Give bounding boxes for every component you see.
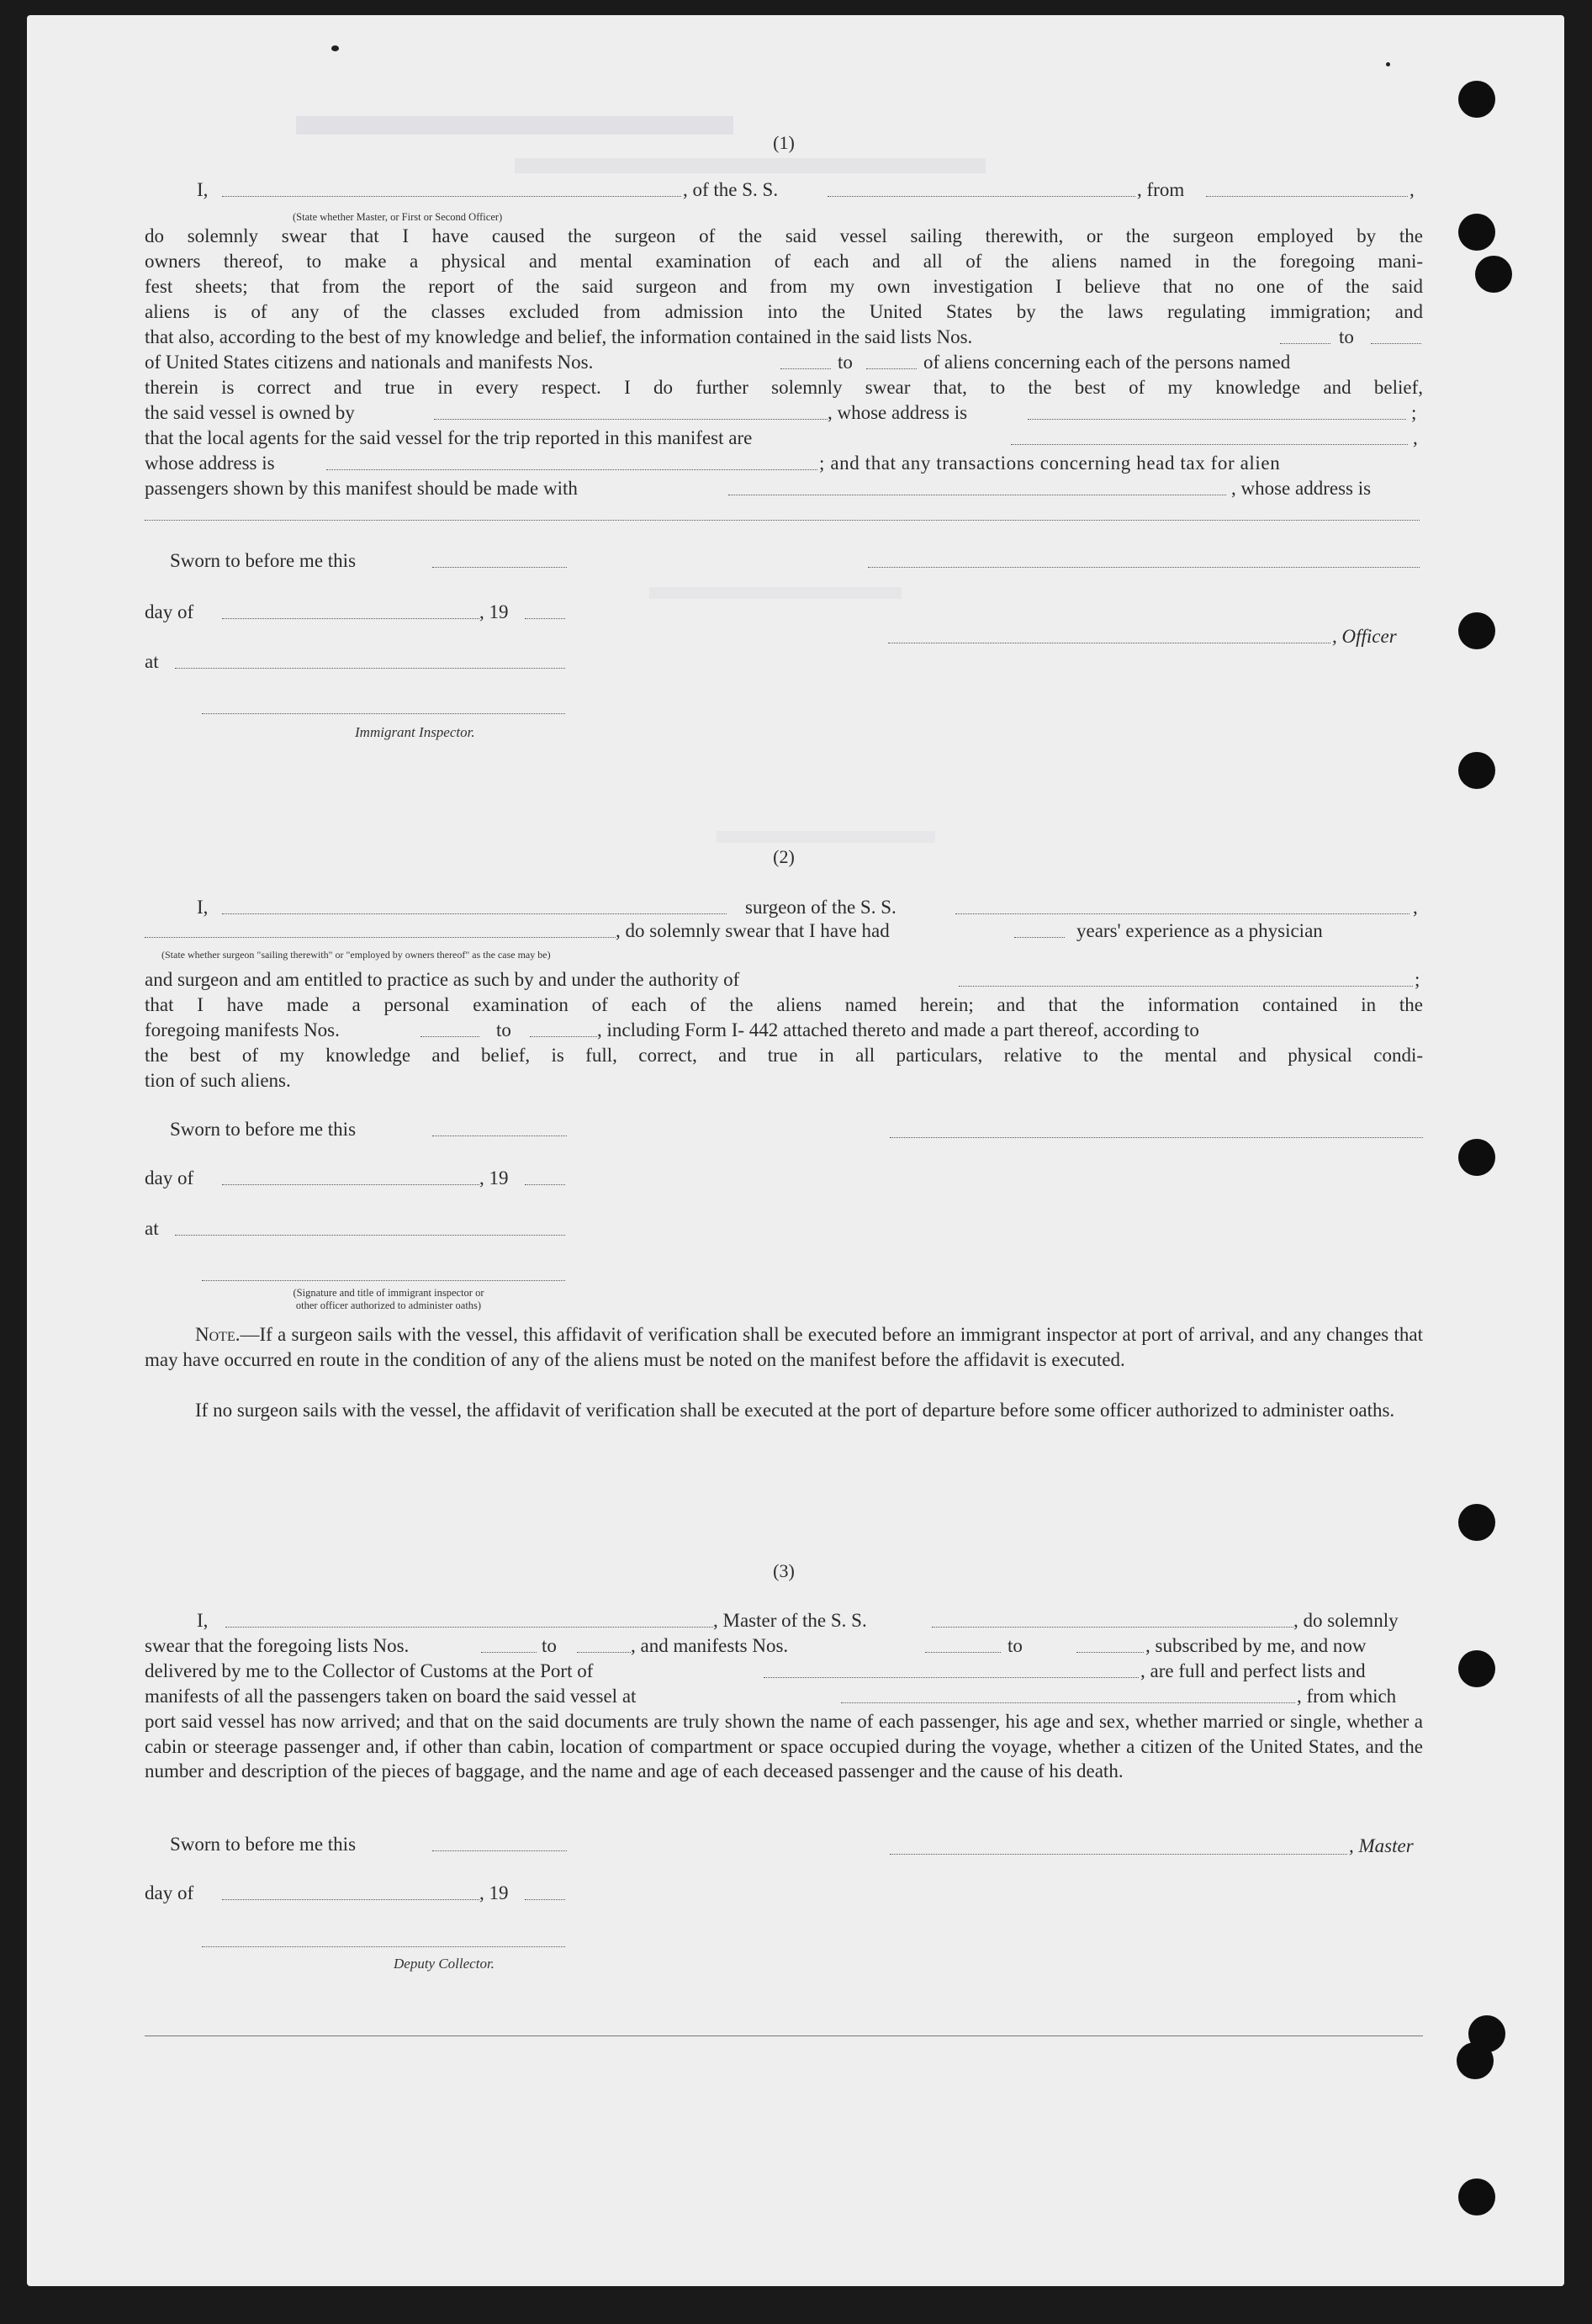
section-1-text-line: fest sheets; that from the report of the said surgeon and from my own investigation I believe that no one of the said (145, 276, 1423, 297)
headtax-field[interactable] (728, 479, 1226, 495)
citizens-from-field[interactable] (780, 353, 831, 369)
note-label: Note. (195, 1324, 241, 1345)
punch-hole (1457, 2042, 1494, 2079)
master-day-of-field[interactable] (222, 1884, 479, 1900)
section-3-port-line: delivered by me to the Collector of Customs at the Port of , are full and perfect lists and (145, 1660, 1366, 1681)
punch-hole (1458, 1139, 1495, 1176)
master-label: , Master (1349, 1835, 1414, 1856)
punch-hole (1475, 256, 1512, 293)
section-3-lists-line: swear that the foregoing lists Nos. to , and manifests Nos. to , subscribed by me, and now (145, 1635, 1367, 1656)
section-2-authority-line: and surgeon and am entitled to practice as such by and under the authority of ; (145, 969, 1420, 990)
section-1-text-line: therein is correct and true in every respect. I do further solemnly swear that, to the best of my knowledge and belief, (145, 377, 1423, 398)
speck (331, 45, 339, 51)
year-field[interactable] (525, 603, 565, 619)
master-sworn-day-field[interactable] (432, 1835, 567, 1851)
inspector-signature-field[interactable] (202, 713, 565, 714)
collector-caption: Deputy Collector. (394, 1956, 495, 1972)
punch-hole (1458, 1650, 1495, 1687)
manifests-from-field[interactable] (420, 1021, 479, 1037)
officer-name-field[interactable] (222, 181, 681, 197)
section-3-manifests-from-field[interactable] (925, 1637, 1001, 1653)
section-1-owner-line: the said vessel is owned by , whose address is ; (145, 402, 1417, 423)
section-1-number: (1) (773, 132, 795, 153)
surgeon-signature-field[interactable] (890, 1137, 1423, 1138)
punch-hole (1458, 2178, 1495, 2215)
section-3-day-of: day of , 19 (145, 1881, 1423, 1906)
lists-to-field[interactable] (1371, 328, 1421, 344)
section-2-at: at (145, 1216, 1423, 1241)
years-experience-field[interactable] (1014, 922, 1065, 938)
day-of-month-field[interactable] (222, 603, 479, 619)
surgeon-name-field[interactable] (222, 898, 727, 914)
manifests-to-field[interactable] (530, 1021, 597, 1037)
surgeon-caption: (State whether surgeon "sailing therewith" or "employed by owners thereof" as the case may be) (161, 949, 551, 961)
lists-from-field[interactable] (1280, 328, 1330, 344)
section-3-number: (3) (773, 1560, 795, 1581)
punch-hole (1458, 612, 1495, 649)
section-2-text-line: the best of my knowledge and belief, is full, correct, and true in all particulars, relative to the mental and physical condi- (145, 1045, 1423, 1066)
owner-field[interactable] (434, 404, 828, 420)
master-year-field[interactable] (525, 1884, 565, 1900)
section-1-agents-line: that the local agents for the said vessel for the trip reported in this manifest are , (145, 427, 1418, 448)
surgeon-status-field[interactable] (145, 922, 616, 938)
officer-caption: (State whether Master, or First or Second Officer) (293, 211, 503, 223)
section-3-text: port said vessel has now arrived; and that on the said documents are truly shown the name of each passenger, his age and sex, whether married or single, whether a cabin or steerage passenger and, if other than cabin, location of compartment or space occupied during the voyage, whether a citizen of the United States, and the number and description of the pieces of baggage, and the name and age of each deceased passenger and the cause of his death. (145, 1711, 1423, 1781)
boarding-port-field[interactable] (841, 1687, 1295, 1703)
section-2-manifests-line: foregoing manifests Nos. to , including Form I- 442 attached thereto and made a part thereof, according to (145, 1019, 1199, 1040)
from-port-field[interactable] (1206, 181, 1408, 197)
section-3-lists-from-field[interactable] (481, 1637, 537, 1653)
no-surgeon-note: If no surgeon sails with the vessel, the affidavit of verification shall be executed at the port of departure before some officer authorized to administer oaths. (195, 1400, 1395, 1421)
bottom-rule (145, 2035, 1423, 2036)
section-1-lists-line: that also, according to the best of my knowledge and belief, the information contained in the said lists Nos. to (145, 325, 1423, 350)
punch-hole (1458, 81, 1495, 118)
speck (1386, 62, 1390, 66)
vessel-name-field[interactable] (828, 181, 1135, 197)
officer-label: , Officer (1332, 626, 1397, 647)
section-1-address-line: whose address is ; and that any transactions concerning head tax for alien (145, 453, 1281, 474)
inspector-oath-signature-field[interactable] (202, 1280, 565, 1281)
punch-hole (1458, 214, 1495, 251)
authority-field[interactable] (959, 971, 1413, 987)
section-2-text-line: tion of such aliens. (145, 1070, 291, 1091)
section-2-number: (2) (773, 846, 795, 867)
section-3-boarding-line: manifests of all the passengers taken on board the said vessel at , from which (145, 1686, 1397, 1707)
punch-hole (1458, 1504, 1495, 1541)
headtax-address-field[interactable] (145, 520, 1420, 521)
master-vessel-field[interactable] (932, 1612, 1293, 1628)
section-1-text-line: owners thereof, to make a physical and mental examination of each and all of the aliens named in the foregoing mani- (145, 251, 1423, 272)
master-name-field[interactable] (225, 1612, 713, 1628)
collector-signature-field[interactable] (202, 1946, 565, 1947)
section-1-at: at (145, 649, 1423, 675)
agents-address-field[interactable] (326, 454, 817, 470)
surgeon-day-of-field[interactable] (222, 1169, 479, 1185)
master-signature-field[interactable] (890, 1854, 1347, 1855)
surgeon-note (145, 1322, 1423, 1372)
section-1-day-of: day of , 19 (145, 600, 1423, 625)
surgeon-at-place-field[interactable] (175, 1220, 565, 1236)
officer-signature-field[interactable] (868, 567, 1420, 568)
surgeon-year-field[interactable] (525, 1169, 565, 1185)
section-3-lists-to-field[interactable] (577, 1637, 631, 1653)
section-1-text-line: aliens is of any of the classes excluded from admission into the United States by the laws regulating immigration; and (145, 301, 1423, 322)
section-1-citizens-line: of United States citizens and nationals and manifests Nos. to of aliens concerning each of the persons named (145, 352, 1291, 373)
owner-address-field[interactable] (1028, 404, 1406, 420)
punch-hole (1458, 752, 1495, 789)
surgeon-vessel-field[interactable] (955, 898, 1410, 914)
surgeon-sworn-day-field[interactable] (432, 1120, 567, 1136)
signature-caption: (Signature and title of immigrant inspector or other officer authorized to administer oaths) (293, 1287, 484, 1311)
citizens-to-field[interactable] (866, 353, 917, 369)
section-2-text-line: that I have made a personal examination of each of the aliens named herein; and that the information contained in the (145, 994, 1423, 1015)
note-text: —If a surgeon sails with the vessel, this affidavit of verification shall be executed before an immigrant inspector at port of arrival, and any changes that may have occurred en route in the condition of any of the aliens must be noted on the manifest before the affidavit is executed. (145, 1324, 1423, 1370)
sworn-day-field[interactable] (432, 552, 567, 568)
agents-field[interactable] (1011, 429, 1408, 445)
section-2-day-of: day of , 19 (145, 1166, 1423, 1191)
form-page: (1) I, , of the S. S. , from , (State whether Master, or First or Second Officer) do solemnly swear that I have caused the surgeon of the said vessel sailing therewith, or the surgeon employed by the owners thereof, to make a physical and mental examination of each and all of the aliens named in the foregoing mani- fest sheets; that from the report of the said surgeon and from my own investigation I believe that no one of the said aliens is of any of the classes excluded from admission into the United States by the laws regulating immigration; and that also, according to the best of my knowledge and belief, the information contained in the said lists Nos. to of United States citizens and nationals and manifests Nos. to of aliens concerning each of the persons named therein is correct and true in every respect. I do further solemnly swear that, to the best of my knowledge and belief, the said vessel is owned by , whose address is ; that the local agents for the said vessel for the trip reported in this manifest are , whose address is ; and that any transactions concerning head tax for alien passengers shown by this manifest should be made with , whose address is Sworn to before me this day of , 19 , Officer at Immigrant Inspector. (2) I, surgeon of the S. S. , , do solemnly swear that I have had years' experience as a physician (State whether surgeon "sailing therewith" or "employed by owners thereof" as the case may be) and surgeon and am entitled to practice as such by and under the authority of ; that I have made a personal examination of each of the aliens named herein; and that the information contained in the foregoing manifests Nos. to , including Form I- 442 attached thereto and made a part thereof, according to the best of my knowledge and belief, is full, correct, and true in all particulars, relative to the mental and physical condi- tion of such aliens. Sworn to before me this day of , 19 at (Signature and title of immigrant inspector or other officer authorized to administer oaths) Note.—If a surgeon sails with the vessel, this affidavit of verification shall be executed before an immigrant inspector at port of arrival, and any changes that may have occurred en route in the condition of any of the aliens must be noted on the manifest before the affidavit is executed. If no surgeon sails with the vessel, the affidavit of verification shall be executed at the port of departure before some officer authorized to administer oaths. (3) I, , Master of the S. S. , do solemnly swear that the foregoing lists Nos. to , and manifests Nos. to , subscribed by me, and now delivered by me to the Collector of Customs at the Port of , are full and perfect lists and manifests of all the passengers taken on board the said vessel at , from which port said vessel has now arrived; and that on the said documents are truly shown the name of each passenger, his age and sex, whether married or single, whether a cabin or steerage passenger and, if other than cabin, location of compartment or space occupied during the voyage, whether a citizen of the United States, and the number and description of the pieces of baggage, and the name and age of each deceased passenger and the cause of his death. Sworn to before me this , Master day of , 19 Deputy Collector. (27, 15, 1564, 2286)
section-3-manifests-to-field[interactable] (1076, 1637, 1144, 1653)
at-place-field[interactable] (175, 653, 565, 669)
section-1-text-line: do solemnly swear that I have caused the surgeon of the said vessel sailing therewith, or the surgeon employed by the (145, 225, 1423, 246)
customs-port-field[interactable] (764, 1662, 1139, 1678)
section-1-headtax-line: passengers shown by this manifest should be made with , whose address is (145, 478, 1372, 499)
inspector-caption: Immigrant Inspector. (355, 724, 475, 740)
